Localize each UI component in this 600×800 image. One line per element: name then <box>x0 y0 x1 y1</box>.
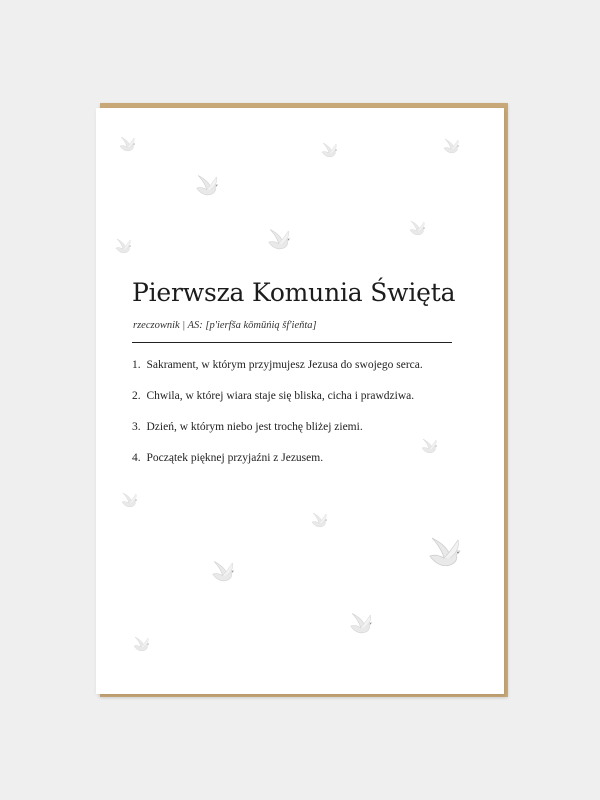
card-subtitle: rzeczownik | AS: [p'ierfša kōmūńią šf'ieňta] <box>133 320 317 331</box>
card-title: Pierwsza Komunia Święta <box>132 278 456 307</box>
dove-icon <box>348 612 376 636</box>
dove-icon <box>310 512 330 529</box>
dove-icon <box>266 228 294 252</box>
definition-number: 1. <box>132 359 141 371</box>
definition-item <box>132 420 462 435</box>
greeting-card <box>96 108 504 694</box>
definition-number: 2. <box>132 390 141 402</box>
dove-icon <box>132 636 152 653</box>
dove-icon <box>408 220 428 237</box>
dove-icon <box>194 174 222 198</box>
dove-icon <box>442 138 462 155</box>
dove-icon <box>114 238 134 255</box>
definition-number: 3. <box>132 421 141 433</box>
definition-text: Dzień, w którym niebo jest trochę bliżej ziemi. <box>146 421 363 433</box>
definition-item <box>132 358 462 373</box>
dove-icon <box>120 492 140 509</box>
definition-number: 4. <box>132 452 141 464</box>
definition-text: Początek pięknej przyjaźni z Jezusem. <box>146 452 324 464</box>
dove-icon <box>118 136 138 153</box>
divider <box>132 342 452 343</box>
definition-text: Chwila, w której wiara staje się bliska, cicha i prawdziwa. <box>146 390 415 402</box>
dove-icon <box>320 142 340 159</box>
definition-item <box>132 389 462 404</box>
dove-icon <box>210 560 238 584</box>
definition-list <box>132 358 462 482</box>
definition-text: Sakrament, w którym przyjmujesz Jezusa do swojego serca. <box>146 359 423 371</box>
dove-icon <box>426 536 466 570</box>
definition-item <box>132 451 462 466</box>
